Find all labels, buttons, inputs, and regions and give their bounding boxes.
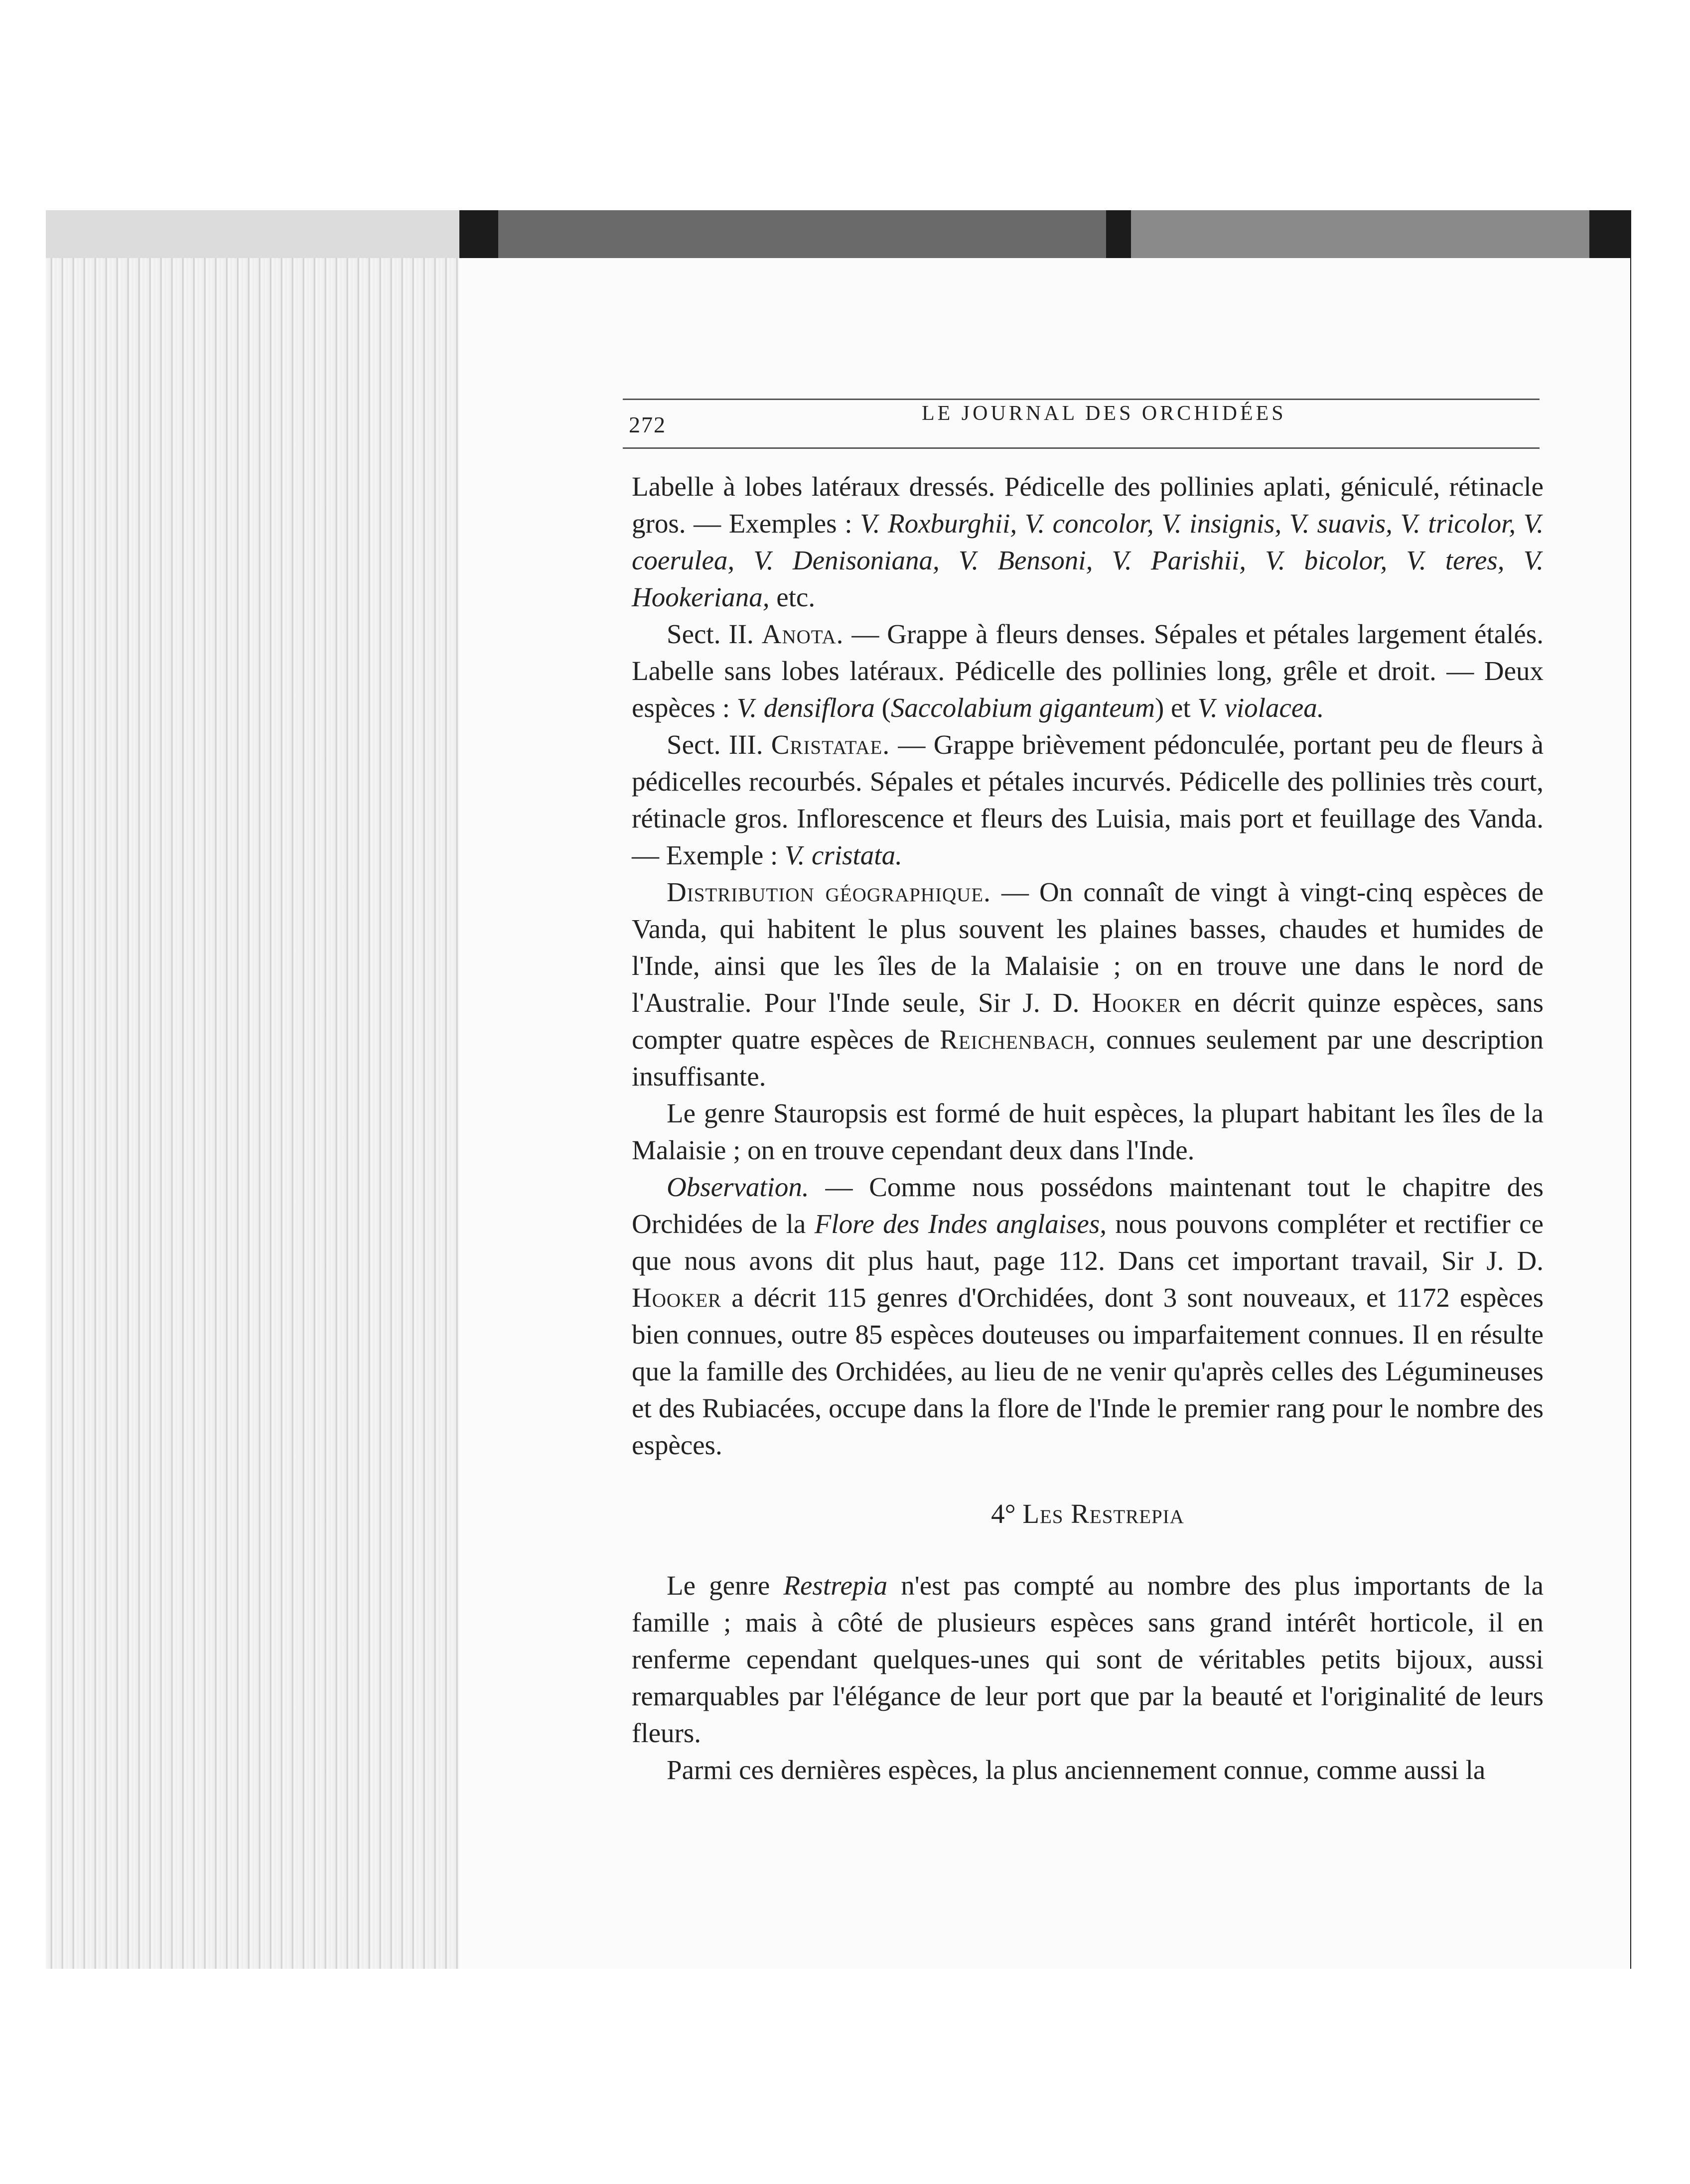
running-title: LE JOURNAL DES ORCHIDÉES [922, 402, 1286, 425]
distribution-label: Distribution géographique. [667, 877, 991, 907]
header-rule-bottom [623, 447, 1540, 449]
page-body [632, 468, 1544, 1788]
section-heading: 4° Les Restrepia [991, 1499, 1184, 1529]
species-list: V. Roxburghii, V. concolor, V. insignis, V. suavis, V. tricolor, V. coerulea, V. Denisoniana, V. Bensoni, V. Parishii, V. bicolor, V. teres, V. Hookeriana, [632, 508, 1544, 612]
background-book-left [498, 210, 1106, 258]
paragraph-stauropsis: Le genre Stauropsis est formé de huit espèces, la plupart habitant les îles de la Malaisie ; on en trouve cependant deux dans l'Inde. [632, 1098, 1544, 1165]
observation-label: Observation. [667, 1172, 809, 1202]
paragraph-observation: Observation. — Comme nous possédons maintenant tout le chapitre des Orchidées de la Flore des Indes anglaises, nous pouvons compléter et rectifier ce que nous avons dit plus haut, page 112. Dans cet important travail, Sir J. D. Hooker a décrit 115 genres d'Orchidées, dont 3 sont nouveaux, et 1172 espèces bien connues, outre 85 espèces douteuses ou imparfaitement connues. Il en résulte que la famille des Orchidées, au lieu de ne venir qu'après celles des Légumineuses et des Rubiacées, occupe dans la flore de l'Inde le premier rang pour le nombre des espèces. [632, 1172, 1544, 1460]
paragraph-sect-2: Sect. II. Anota. — Grappe à fleurs denses. Sépales et pétales largement étalés. Labelle sans lobes latéraux. Pédicelle des pollinies long, grêle et droit. — Deux espèces : V. densiflora (Saccolabium giganteum) et V. violacea. [632, 619, 1544, 723]
header-rule-top [623, 399, 1540, 400]
section-name-cristatae: Cristatae. [771, 729, 890, 760]
book-top-edge [46, 210, 459, 258]
paragraph-distribution: Distribution géographique. — On connaît de vingt à vingt-cinq espèces de Vanda, qui habitent le plus souvent les plaines basses, chaudes et humides de l'Inde, ainsi que les îles de la Malaisie ; on en trouve une dans le nord de l'Australie. Pour l'Inde seule, Sir J. D. Hooker en décrit quinze espèces, sans compter quatre espèces de Reichenbach, connues seulement par une description insuffisante. [632, 877, 1544, 1092]
paragraph-restrepia: Le genre Restrepia n'est pas compté au nombre des plus importants de la famille ; mais à côté de plusieurs espèces sans grand intérêt horticole, il en renferme cependant quelques-unes qui sont de véritables petits bijoux, aussi remarquables par l'élégance de leur port que par la beauté et l'originalité de leurs fleurs. [632, 1570, 1544, 1748]
section-name-anota: Anota. [761, 619, 844, 649]
page-number: 272 [629, 412, 666, 437]
paragraph-labelle: Labelle à lobes latéraux dressés. Pédicelle des pollinies aplati, géniculé, rétinacle gros. — Exemples : V. Roxburghii, V. concolor, V. insignis, V. suavis, V. tricolor, V. coerulea, V. Denisoniana, V. Bensoni, V. Parishii, V. bicolor, V. teres, V. Hookeriana, etc. [632, 471, 1544, 612]
paragraph-last: Parmi ces dernières espèces, la plus anciennement connue, comme aussi la [667, 1755, 1486, 1785]
paragraph-sect-3: Sect. III. Cristatae. — Grappe brièvement pédonculée, portant peu de fleurs à pédicelles recourbés. Sépales et pétales incurvés. Pédicelle des pollinies très court, rétinacle gros. Inflorescence et fleurs des Luisia, mais port et feuillage des Vanda. — Exemple : V. cristata. [632, 729, 1544, 870]
book-page-edges [46, 210, 459, 1969]
background-book-right [1131, 210, 1589, 258]
